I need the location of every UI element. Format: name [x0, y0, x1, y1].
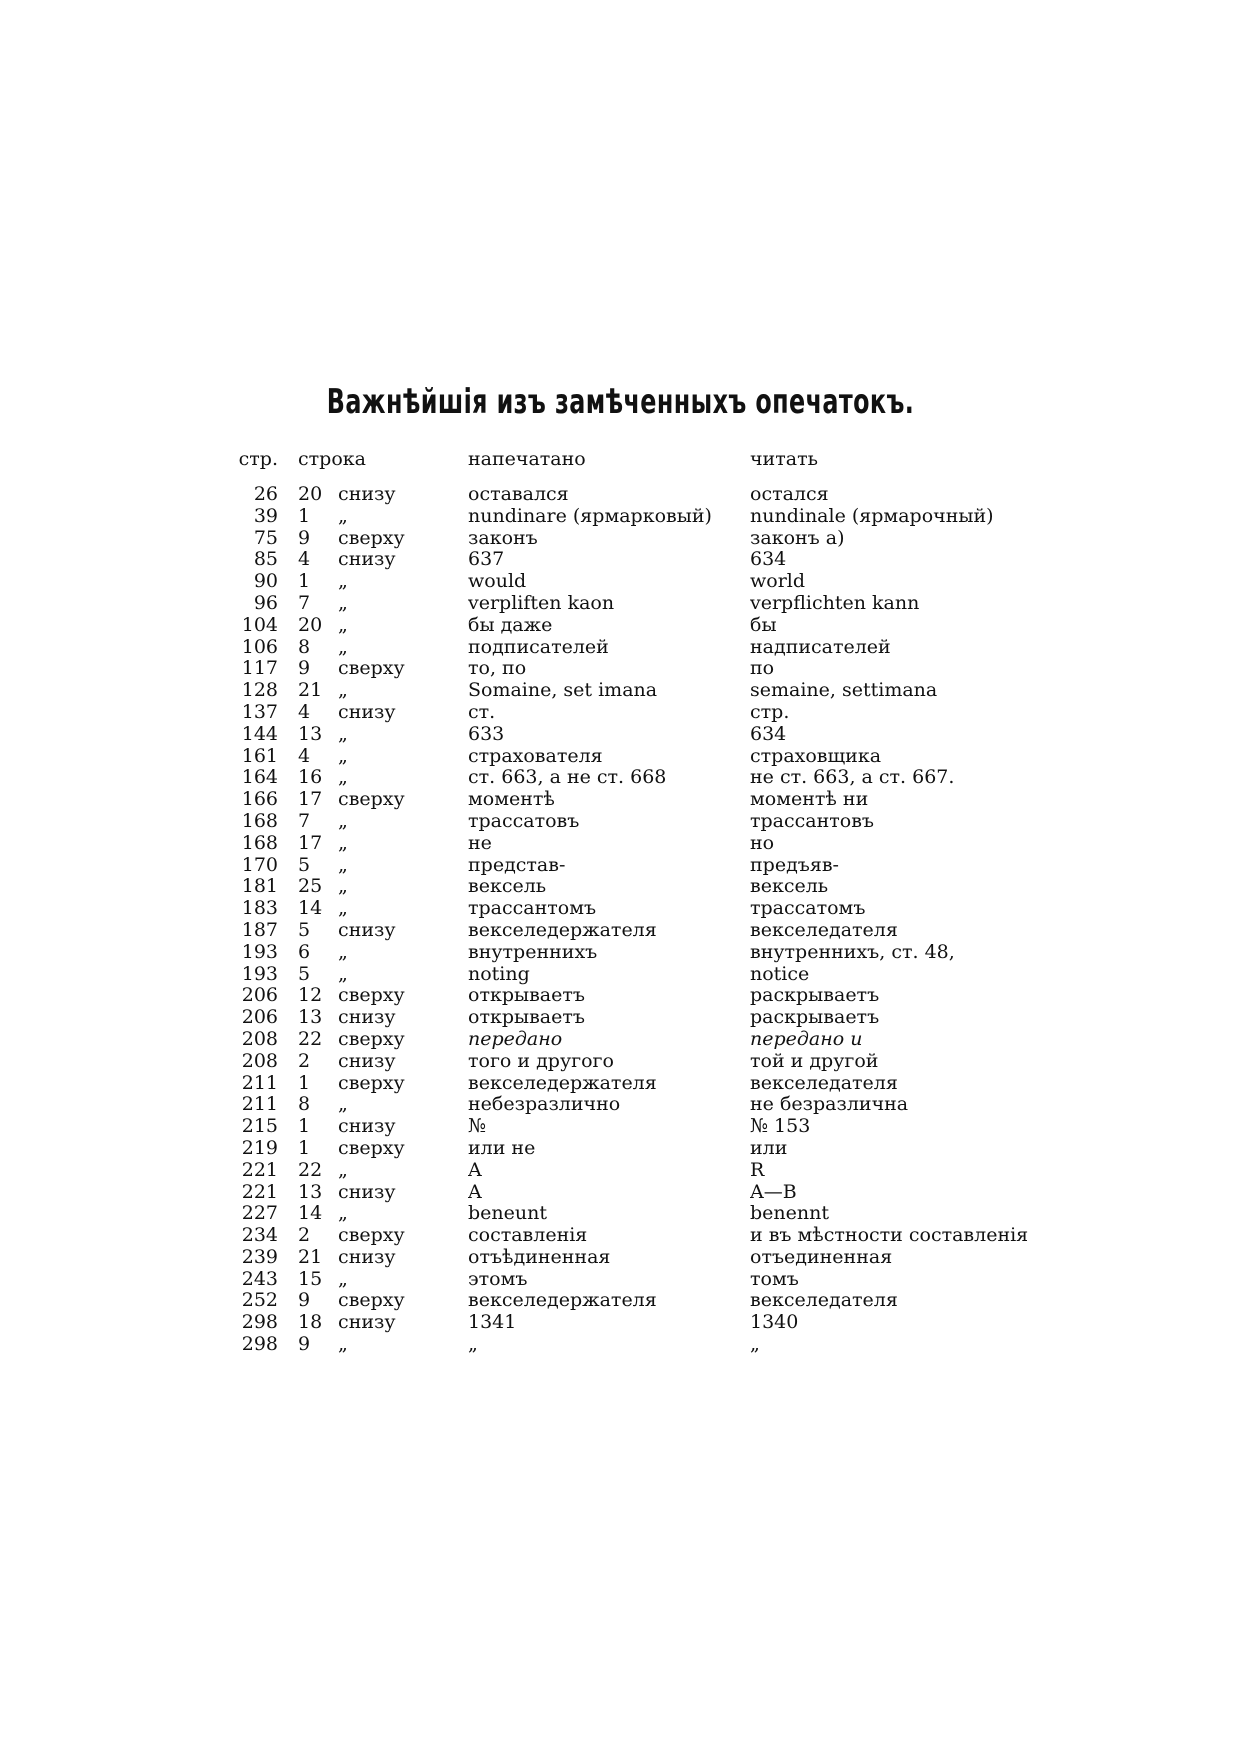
- row-read: законъ а): [750, 527, 845, 549]
- row-line-position: сверху: [338, 985, 405, 1007]
- row-printed: beneunt: [468, 1203, 547, 1225]
- row-printed: ст.: [468, 701, 496, 723]
- row-page: 161: [241, 745, 278, 767]
- row-page: 227: [241, 1203, 278, 1225]
- row-printed: noting: [468, 963, 530, 985]
- row-line-position: „: [338, 680, 348, 702]
- row-read: страховщика: [750, 745, 882, 767]
- table-row: [230, 1051, 1030, 1073]
- row-read: но: [750, 832, 775, 854]
- table-row: [230, 658, 1030, 680]
- row-printed: „: [468, 1334, 478, 1356]
- row-line-number: 21: [298, 1246, 323, 1268]
- row-read: не ст. 663, а ст. 667.: [750, 767, 955, 789]
- row-page: 90: [253, 571, 278, 593]
- row-printed: 633: [468, 723, 505, 745]
- row-line: [298, 549, 468, 571]
- table-row: [230, 615, 1030, 637]
- row-read: „: [750, 1334, 760, 1356]
- row-line: [298, 658, 468, 680]
- row-line-number: 9: [298, 527, 311, 549]
- row-line-number: 15: [298, 1268, 323, 1290]
- row-line-number: 4: [298, 701, 311, 723]
- row-line-number: 16: [298, 767, 323, 789]
- table-row: [230, 1138, 1030, 1160]
- row-line-number: 12: [298, 985, 323, 1007]
- table-row: [230, 1269, 1030, 1291]
- row-page: 208: [241, 1050, 278, 1072]
- row-line: [298, 811, 468, 833]
- row-line-position: снизу: [338, 549, 396, 571]
- table-row: [230, 898, 1030, 920]
- row-line: [298, 1203, 468, 1225]
- row-line-position: сверху: [338, 1225, 405, 1247]
- row-page: 168: [241, 832, 278, 854]
- table-row: [230, 1290, 1030, 1312]
- row-line-position: „: [338, 963, 348, 985]
- row-line-position: сверху: [338, 527, 405, 549]
- row-line-position: „: [338, 1334, 348, 1356]
- row-line-position: „: [338, 614, 348, 636]
- row-read: verpflichten kann: [750, 592, 920, 614]
- row-read: надписателей: [750, 636, 891, 658]
- row-line-number: 17: [298, 832, 323, 854]
- row-line-position: „: [338, 832, 348, 854]
- row-line-number: 14: [298, 1203, 323, 1225]
- table-row: [230, 746, 1030, 768]
- row-page: 26: [253, 484, 278, 505]
- row-printed: представ-: [468, 854, 566, 876]
- row-line-position: „: [338, 505, 348, 527]
- row-page: 168: [241, 810, 278, 832]
- row-line: [298, 876, 468, 898]
- row-read: benennt: [750, 1203, 829, 1225]
- table-row: [230, 1182, 1030, 1204]
- table-row: [230, 876, 1030, 898]
- row-line-number: 8: [298, 1094, 311, 1116]
- table-row: [230, 1029, 1030, 1051]
- row-line-number: 1: [298, 571, 311, 593]
- row-line: [298, 593, 468, 615]
- row-printed: небезразлично: [468, 1094, 621, 1116]
- row-read: 634: [750, 549, 787, 571]
- row-read: моментѣ ни: [750, 789, 869, 811]
- row-line-position: „: [338, 723, 348, 745]
- row-page: 252: [241, 1290, 278, 1312]
- row-read: nundinale (ярмарочный): [750, 505, 994, 527]
- row-page: 211: [241, 1072, 278, 1094]
- row-line-position: „: [338, 941, 348, 963]
- table-row: [230, 767, 1030, 789]
- row-page: 298: [241, 1312, 278, 1334]
- row-page: 193: [241, 963, 278, 985]
- row-printed: A: [468, 1159, 482, 1181]
- row-line-number: 1: [298, 1116, 311, 1138]
- row-printed: не: [468, 832, 492, 854]
- row-line: [298, 1094, 468, 1116]
- table-row: [230, 942, 1030, 964]
- row-page: 164: [241, 767, 278, 789]
- row-line-position: „: [338, 1203, 348, 1225]
- header-page: стр.: [238, 448, 278, 470]
- row-printed: внутреннихъ: [468, 941, 598, 963]
- row-line: [298, 1312, 468, 1334]
- row-read: 634: [750, 723, 787, 745]
- table-row: [230, 811, 1030, 833]
- row-page: 211: [241, 1094, 278, 1116]
- table-row: [230, 680, 1030, 702]
- row-page: 96: [253, 592, 278, 614]
- table-row: [230, 964, 1030, 986]
- row-read: 1340: [750, 1312, 799, 1334]
- row-read: или: [750, 1137, 788, 1159]
- row-line-position: снизу: [338, 484, 396, 505]
- row-page: 85: [253, 549, 278, 571]
- row-read: предъяв-: [750, 854, 839, 876]
- row-line: [298, 1247, 468, 1269]
- row-line: [298, 985, 468, 1007]
- row-page: 137: [241, 701, 278, 723]
- row-page: 243: [241, 1268, 278, 1290]
- row-page: 144: [241, 723, 278, 745]
- row-line-number: 9: [298, 658, 311, 680]
- row-line: [298, 1160, 468, 1182]
- row-read: № 153: [750, 1116, 811, 1138]
- row-line-position: „: [338, 1268, 348, 1290]
- row-line: [298, 1051, 468, 1073]
- row-line-number: 9: [298, 1290, 311, 1312]
- row-line-number: 9: [298, 1334, 311, 1356]
- row-line-position: снизу: [338, 1246, 396, 1268]
- row-printed: вексель: [468, 876, 547, 898]
- row-line-number: 5: [298, 963, 311, 985]
- row-line-number: 7: [298, 592, 311, 614]
- row-printed: трассантомъ: [468, 898, 597, 920]
- row-read: по: [750, 658, 775, 680]
- row-page: 128: [241, 680, 278, 702]
- row-line: [298, 920, 468, 942]
- row-line-position: снизу: [338, 1181, 396, 1203]
- row-line-number: 13: [298, 723, 323, 745]
- row-line-position: сверху: [338, 658, 405, 680]
- table-row: [230, 1094, 1030, 1116]
- row-printed: подписателей: [468, 636, 609, 658]
- table-row: [230, 1203, 1030, 1225]
- row-read: не безразлична: [750, 1094, 909, 1116]
- row-page: 187: [241, 919, 278, 941]
- row-line-position: „: [338, 1094, 348, 1116]
- row-page: 181: [241, 876, 278, 898]
- row-page: 183: [241, 898, 278, 920]
- row-line-number: 21: [298, 680, 323, 702]
- row-line: [298, 1073, 468, 1095]
- row-read: передано и: [750, 1028, 863, 1050]
- row-line-position: снизу: [338, 701, 396, 723]
- row-line-position: сверху: [338, 789, 405, 811]
- row-page: 221: [241, 1159, 278, 1181]
- row-line-number: 18: [298, 1312, 323, 1334]
- row-printed: составленія: [468, 1225, 588, 1247]
- row-printed: открываетъ: [468, 985, 585, 1007]
- row-read: внутреннихъ, ст. 48,: [750, 941, 955, 963]
- row-line-position: снизу: [338, 1312, 396, 1334]
- row-line: [298, 855, 468, 877]
- row-line-position: снизу: [338, 1050, 396, 1072]
- row-line: [298, 1182, 468, 1204]
- row-line: [298, 1116, 468, 1138]
- row-printed: моментѣ: [468, 789, 555, 811]
- row-printed: векселедержателя: [468, 1072, 657, 1094]
- table-row: [230, 637, 1030, 659]
- table-row: [230, 571, 1030, 593]
- header-line: строка: [298, 448, 366, 470]
- row-line-number: 13: [298, 1007, 323, 1029]
- row-page: 117: [241, 658, 278, 680]
- table-row: [230, 1160, 1030, 1182]
- row-line-number: 17: [298, 789, 323, 811]
- row-line-number: 4: [298, 745, 311, 767]
- row-line-position: „: [338, 898, 348, 920]
- row-page: 221: [241, 1181, 278, 1203]
- row-printed: 1341: [468, 1312, 517, 1334]
- row-line-number: 2: [298, 1050, 311, 1072]
- row-line: [298, 637, 468, 659]
- row-printed: бы даже: [468, 614, 553, 636]
- row-line-number: 5: [298, 919, 311, 941]
- row-line: [298, 724, 468, 746]
- row-read: world: [750, 571, 806, 593]
- row-line-number: 14: [298, 898, 323, 920]
- row-line-number: 22: [298, 1028, 323, 1050]
- row-line: [298, 789, 468, 811]
- row-read: той и другой: [750, 1050, 879, 1072]
- table-row: [230, 593, 1030, 615]
- row-printed: векселедержателя: [468, 919, 657, 941]
- table-row: [230, 528, 1030, 550]
- errata-table: [230, 448, 1030, 1356]
- row-line-number: 7: [298, 810, 311, 832]
- table-row: [230, 484, 1030, 506]
- row-line-number: 2: [298, 1225, 311, 1247]
- row-read: раскрываетъ: [750, 1007, 880, 1029]
- table-row: [230, 920, 1030, 942]
- table-row: [230, 1225, 1030, 1247]
- table-row: [230, 1312, 1030, 1334]
- row-printed: трассатовъ: [468, 810, 580, 832]
- table-row: [230, 549, 1030, 571]
- row-read: трассатомъ: [750, 898, 866, 920]
- row-printed: этомъ: [468, 1268, 528, 1290]
- row-line-position: „: [338, 636, 348, 658]
- row-line: [298, 528, 468, 550]
- row-line: [298, 942, 468, 964]
- row-line-position: „: [338, 876, 348, 898]
- row-read: раскрываетъ: [750, 985, 880, 1007]
- errata-body: [230, 484, 1030, 1356]
- row-line-number: 22: [298, 1159, 323, 1181]
- row-read: векселедателя: [750, 919, 898, 941]
- row-line-number: 6: [298, 941, 311, 963]
- row-read: остался: [750, 484, 829, 505]
- row-line: [298, 767, 468, 789]
- table-row: [230, 789, 1030, 811]
- row-line-position: снизу: [338, 1116, 396, 1138]
- page-title: Важнѣйшія изъ замѣченныхъ опечатокъ.: [326, 382, 915, 422]
- row-line: [298, 746, 468, 768]
- row-page: 193: [241, 941, 278, 963]
- row-printed: verpliften kaon: [468, 592, 615, 614]
- row-read: вексель: [750, 876, 829, 898]
- row-printed: №: [468, 1116, 486, 1138]
- row-read: отъединенная: [750, 1246, 893, 1268]
- row-line: [298, 1334, 468, 1356]
- table-row: [230, 1007, 1030, 1029]
- row-printed: Somaine, set imana: [468, 680, 658, 702]
- row-printed: передано: [468, 1028, 563, 1050]
- row-page: 219: [241, 1137, 278, 1159]
- row-line-position: „: [338, 571, 348, 593]
- row-read: semaine, settimana: [750, 680, 938, 702]
- row-line-position: сверху: [338, 1028, 405, 1050]
- row-line-number: 4: [298, 549, 311, 571]
- row-printed: отъѣдиненная: [468, 1246, 611, 1268]
- row-page: 206: [241, 985, 278, 1007]
- row-line-number: 8: [298, 636, 311, 658]
- row-line: [298, 1269, 468, 1291]
- row-read: A—B: [750, 1181, 797, 1203]
- row-page: 298: [241, 1334, 278, 1356]
- row-line: [298, 506, 468, 528]
- row-page: 239: [241, 1246, 278, 1268]
- row-line: [298, 571, 468, 593]
- row-line: [298, 964, 468, 986]
- row-line: [298, 1007, 468, 1029]
- row-line-position: „: [338, 854, 348, 876]
- table-row: [230, 506, 1030, 528]
- row-line: [298, 898, 468, 920]
- table-row: [230, 1334, 1030, 1356]
- row-read: notice: [750, 963, 810, 985]
- row-line-number: 13: [298, 1181, 323, 1203]
- row-line: [298, 680, 468, 702]
- row-read: и въ мѣстности составленія: [750, 1225, 1029, 1247]
- row-line-number: 5: [298, 854, 311, 876]
- row-line: [298, 833, 468, 855]
- row-page: 234: [241, 1225, 278, 1247]
- row-line: [298, 702, 468, 724]
- row-line-number: 25: [298, 876, 323, 898]
- row-line-position: „: [338, 592, 348, 614]
- row-page: 215: [241, 1116, 278, 1138]
- table-header-row: [230, 448, 1030, 484]
- row-printed: или не: [468, 1137, 536, 1159]
- row-line: [298, 1029, 468, 1051]
- row-line-position: снизу: [338, 919, 396, 941]
- row-line-number: 1: [298, 1072, 311, 1094]
- row-printed: открываетъ: [468, 1007, 585, 1029]
- table-row: [230, 1247, 1030, 1269]
- row-page: 39: [253, 505, 278, 527]
- row-line-position: „: [338, 767, 348, 789]
- row-line-position: „: [338, 1159, 348, 1181]
- row-line: [298, 615, 468, 637]
- row-line-position: снизу: [338, 1007, 396, 1029]
- row-printed: векселедержателя: [468, 1290, 657, 1312]
- row-line-position: сверху: [338, 1072, 405, 1094]
- row-printed: страхователя: [468, 745, 603, 767]
- table-row: [230, 855, 1030, 877]
- row-page: 170: [241, 854, 278, 876]
- row-line-position: сверху: [338, 1137, 405, 1159]
- row-page: 104: [241, 614, 278, 636]
- row-printed: законъ: [468, 527, 538, 549]
- row-line-position: сверху: [338, 1290, 405, 1312]
- row-line-number: 1: [298, 1137, 311, 1159]
- row-line-number: 20: [298, 484, 323, 505]
- row-printed: A: [468, 1181, 482, 1203]
- table-row: [230, 985, 1030, 1007]
- row-printed: того и другого: [468, 1050, 614, 1072]
- header-printed: напечатано: [468, 448, 586, 470]
- row-read: трассантовъ: [750, 810, 875, 832]
- table-row: [230, 724, 1030, 746]
- row-printed: то, по: [468, 658, 527, 680]
- row-read: векселедателя: [750, 1072, 898, 1094]
- row-read: стр.: [750, 701, 790, 723]
- row-printed: would: [468, 571, 527, 593]
- row-printed: ст. 663, а не ст. 668: [468, 767, 667, 789]
- row-line: [298, 1138, 468, 1160]
- table-row: [230, 833, 1030, 855]
- table-row: [230, 702, 1030, 724]
- row-read: томъ: [750, 1268, 799, 1290]
- row-line: [298, 484, 468, 506]
- row-page: 106: [241, 636, 278, 658]
- row-line: [298, 1290, 468, 1312]
- row-printed: 637: [468, 549, 505, 571]
- row-line-number: 1: [298, 505, 311, 527]
- row-page: 208: [241, 1028, 278, 1050]
- header-read: читать: [750, 448, 818, 470]
- row-page: 75: [253, 527, 278, 549]
- row-line-number: 20: [298, 614, 323, 636]
- row-read: R: [750, 1159, 765, 1181]
- row-line-position: „: [338, 810, 348, 832]
- row-read: векселедателя: [750, 1290, 898, 1312]
- row-read: бы: [750, 614, 777, 636]
- table-row: [230, 1116, 1030, 1138]
- table-row: [230, 1073, 1030, 1095]
- row-printed: nundinare (ярмарковый): [468, 505, 712, 527]
- row-line-position: „: [338, 745, 348, 767]
- row-line: [298, 1225, 468, 1247]
- row-page: 206: [241, 1007, 278, 1029]
- row-page: 166: [241, 789, 278, 811]
- row-printed: оставался: [468, 484, 569, 505]
